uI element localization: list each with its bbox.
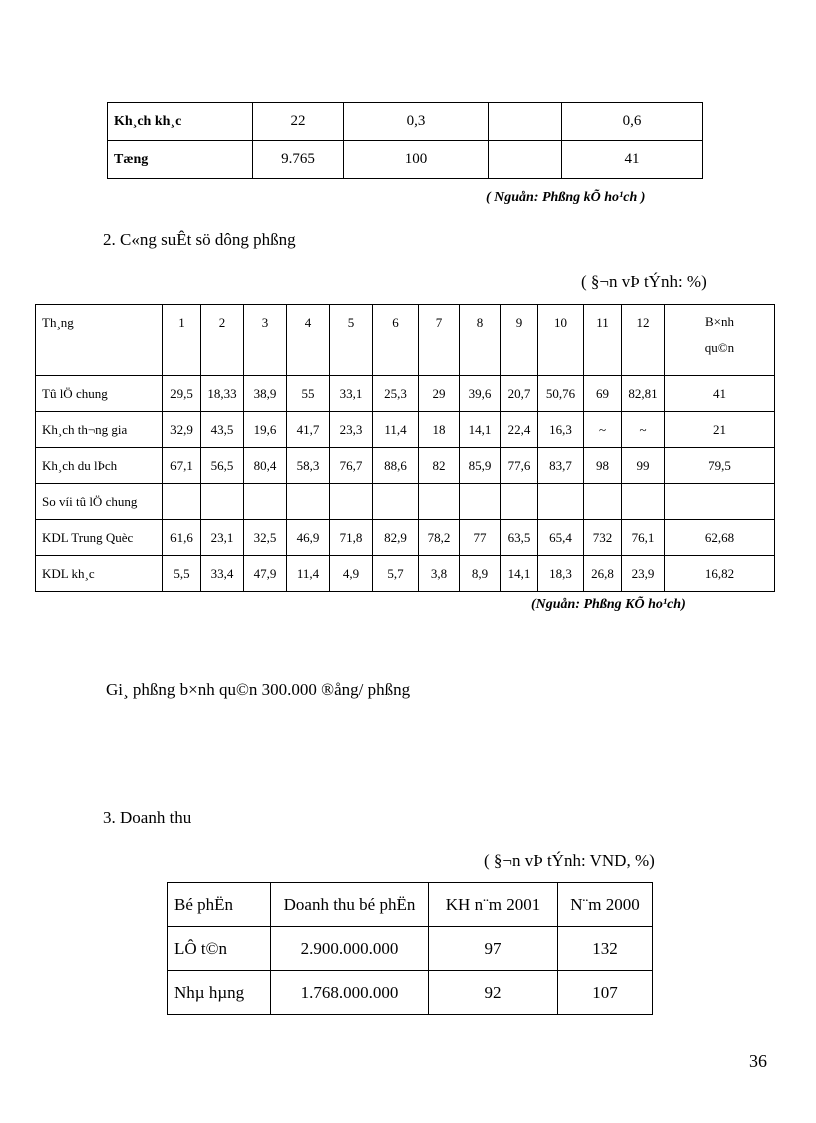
table-cell: 97 (429, 927, 558, 971)
table-cell: 107 (558, 971, 653, 1015)
table-cell (538, 484, 584, 520)
table-cell: 79,5 (665, 448, 775, 484)
table-cell (287, 484, 330, 520)
occupancy-table (35, 304, 775, 592)
table-cell: ~ (622, 412, 665, 448)
table-cell: 19,6 (244, 412, 287, 448)
table-cell: 4,9 (330, 556, 373, 592)
table-cell: 88,6 (373, 448, 419, 484)
table-cell: 39,6 (460, 376, 501, 412)
table-cell: 0,6 (562, 103, 703, 141)
table-cell: 82 (419, 448, 460, 484)
table-cell: 58,3 (287, 448, 330, 484)
table-cell (163, 484, 201, 520)
column-header: 10 (538, 305, 584, 376)
table-cell: 47,9 (244, 556, 287, 592)
table-cell: 20,7 (501, 376, 538, 412)
table-row (36, 448, 775, 484)
table-cell (373, 484, 419, 520)
table-cell: 18,3 (538, 556, 584, 592)
summary-table-fragment (107, 102, 703, 179)
table-cell: 71,8 (330, 520, 373, 556)
table-cell: 80,4 (244, 448, 287, 484)
table-row (168, 971, 653, 1015)
row-label: Tæng (108, 141, 253, 179)
table-cell: 77,6 (501, 448, 538, 484)
table-cell: 33,1 (330, 376, 373, 412)
table-cell (622, 484, 665, 520)
table-cell: 23,3 (330, 412, 373, 448)
page-number: 36 (749, 1051, 767, 1071)
table-row (108, 103, 703, 141)
table-cell (460, 484, 501, 520)
avg-header-line2: qu©n (704, 340, 735, 355)
row-label: So víi tû lÖ chung (36, 484, 163, 520)
table-cell: 1.768.000.000 (271, 971, 429, 1015)
table-row (36, 376, 775, 412)
table-cell: 38,9 (244, 376, 287, 412)
table-header-row (168, 883, 653, 927)
table-cell: 56,5 (201, 448, 244, 484)
column-header: 4 (287, 305, 330, 376)
section2-unit: ( §¬n vÞ tÝnh: %) (581, 272, 707, 291)
table-cell: 77 (460, 520, 501, 556)
row-label: Nhµ hµng (168, 971, 271, 1015)
column-header: 12 (622, 305, 665, 376)
table-cell: 9.765 (253, 141, 344, 179)
table-cell: 18 (419, 412, 460, 448)
table-cell (489, 103, 562, 141)
table-cell: 3,8 (419, 556, 460, 592)
table-cell: 11,4 (287, 556, 330, 592)
table-cell: 92 (429, 971, 558, 1015)
table-cell: 29,5 (163, 376, 201, 412)
table-cell: 21 (665, 412, 775, 448)
table-cell: 23,9 (622, 556, 665, 592)
table-cell: 5,5 (163, 556, 201, 592)
table-cell (489, 141, 562, 179)
row-label: KDL kh¸c (36, 556, 163, 592)
row-label: LÔ t©n (168, 927, 271, 971)
row-label: Tû lÖ chung (36, 376, 163, 412)
table-row (36, 412, 775, 448)
table-cell (201, 484, 244, 520)
table-cell: 76,1 (622, 520, 665, 556)
table-cell: 82,9 (373, 520, 419, 556)
table-cell: 85,9 (460, 448, 501, 484)
table-cell: 46,9 (287, 520, 330, 556)
table-cell: 32,5 (244, 520, 287, 556)
row-label: KDL Trung Quèc (36, 520, 163, 556)
table-cell: 22,4 (501, 412, 538, 448)
price-line: Gi¸ phßng b×nh qu©n 300.000 ®ång/ phßng (106, 680, 411, 699)
section3-unit: ( §¬n vÞ tÝnh: VND, %) (484, 851, 655, 870)
table-cell: 16,82 (665, 556, 775, 592)
table-cell: 32,9 (163, 412, 201, 448)
table-header-row (36, 305, 775, 376)
column-header: Bé phËn (168, 883, 271, 927)
table-cell: 63,5 (501, 520, 538, 556)
column-header: 1 (163, 305, 201, 376)
column-header: 7 (419, 305, 460, 376)
table-cell: 732 (584, 520, 622, 556)
section3-heading: 3. Doanh thu (103, 808, 192, 827)
table-cell: 25,3 (373, 376, 419, 412)
column-header: 11 (584, 305, 622, 376)
table-cell: 67,1 (163, 448, 201, 484)
column-header: N¨m 2000 (558, 883, 653, 927)
column-header: 5 (330, 305, 373, 376)
table-cell: 100 (344, 141, 489, 179)
column-header: Th¸ng (36, 305, 163, 376)
table-cell: 14,1 (460, 412, 501, 448)
table-row (108, 141, 703, 179)
table-row (36, 556, 775, 592)
table-cell: 29 (419, 376, 460, 412)
table-cell: 0,3 (344, 103, 489, 141)
table-cell: 65,4 (538, 520, 584, 556)
table-cell: 16,3 (538, 412, 584, 448)
table1-source: ( Nguån: Phßng kÕ ho¹ch ) (486, 190, 646, 205)
table-cell (584, 484, 622, 520)
column-header: 2 (201, 305, 244, 376)
table-row (168, 927, 653, 971)
row-label: Kh¸ch kh¸c (108, 103, 253, 141)
section2-heading: 2. C«ng suÊt sö dông phßng (103, 230, 296, 249)
table-row (36, 484, 775, 520)
table-cell: 61,6 (163, 520, 201, 556)
column-header: 8 (460, 305, 501, 376)
column-header: 3 (244, 305, 287, 376)
table-cell: 22 (253, 103, 344, 141)
table-cell: 18,33 (201, 376, 244, 412)
table-cell: 14,1 (501, 556, 538, 592)
table-cell: 41,7 (287, 412, 330, 448)
table-cell (665, 484, 775, 520)
table-cell: 43,5 (201, 412, 244, 448)
table-cell: 82,81 (622, 376, 665, 412)
table-cell: 76,7 (330, 448, 373, 484)
table-cell: 8,9 (460, 556, 501, 592)
revenue-table (167, 882, 653, 1015)
row-label: Kh¸ch du lÞch (36, 448, 163, 484)
table-cell: 99 (622, 448, 665, 484)
table-cell: 33,4 (201, 556, 244, 592)
table-row (36, 520, 775, 556)
column-header: KH n¨m 2001 (429, 883, 558, 927)
column-header-average (665, 305, 775, 376)
table-cell (501, 484, 538, 520)
table-cell (244, 484, 287, 520)
table-cell: ~ (584, 412, 622, 448)
column-header: 6 (373, 305, 419, 376)
column-header: 9 (501, 305, 538, 376)
avg-header-line1: B×nh (704, 314, 734, 329)
table-cell: 5,7 (373, 556, 419, 592)
table-cell: 41 (665, 376, 775, 412)
row-label: Kh¸ch th¬ng gia (36, 412, 163, 448)
table-cell: 55 (287, 376, 330, 412)
table-cell (419, 484, 460, 520)
table-cell (330, 484, 373, 520)
table-cell: 78,2 (419, 520, 460, 556)
table-cell: 11,4 (373, 412, 419, 448)
table-cell: 98 (584, 448, 622, 484)
table-cell: 69 (584, 376, 622, 412)
table-cell: 41 (562, 141, 703, 179)
table-cell: 62,68 (665, 520, 775, 556)
table-cell: 50,76 (538, 376, 584, 412)
table-cell: 23,1 (201, 520, 244, 556)
table-cell: 2.900.000.000 (271, 927, 429, 971)
table-cell: 132 (558, 927, 653, 971)
column-header: Doanh thu bé phËn (271, 883, 429, 927)
table2-source: (Nguån: Phßng KÕ ho¹ch) (531, 597, 686, 612)
table-cell: 83,7 (538, 448, 584, 484)
table-cell: 26,8 (584, 556, 622, 592)
